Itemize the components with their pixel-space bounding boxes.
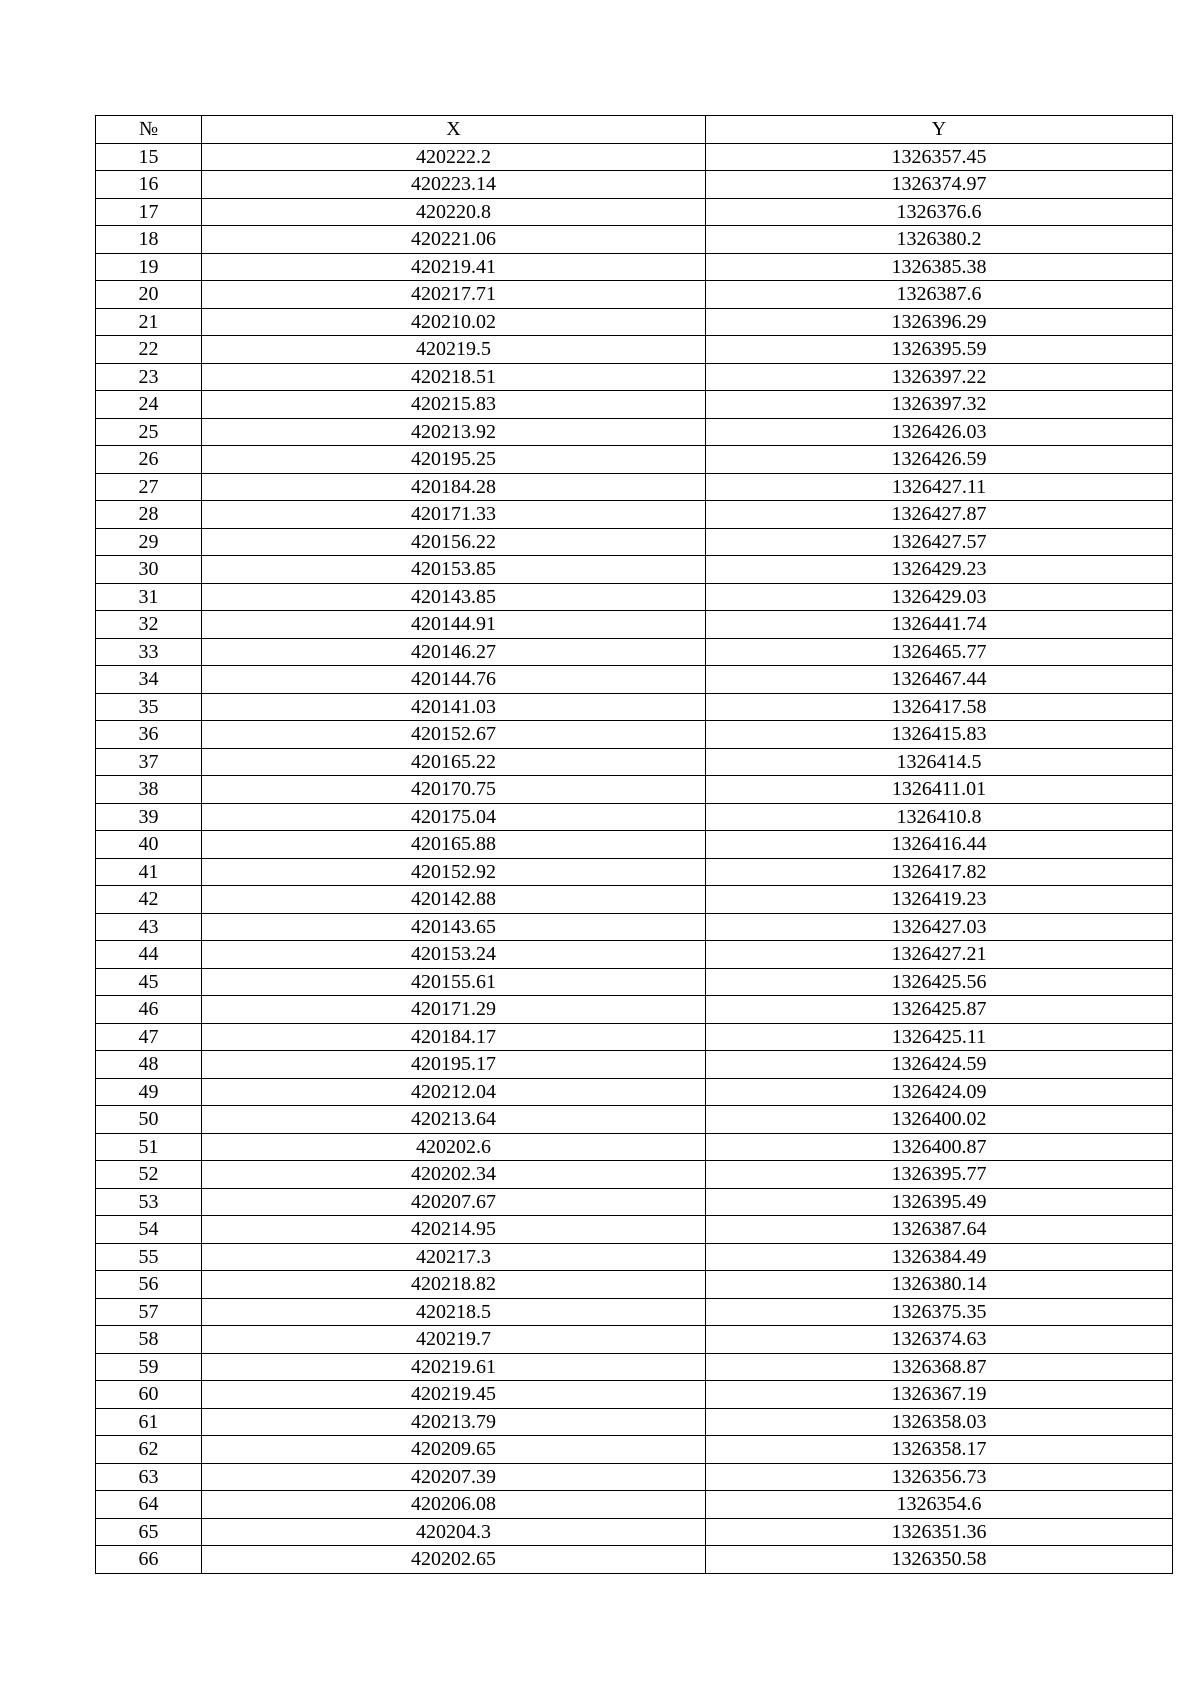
cell-y: 1326441.74 xyxy=(706,611,1173,639)
cell-x: 420184.28 xyxy=(202,473,706,501)
table-row xyxy=(96,418,1173,446)
table-row xyxy=(96,1326,1173,1354)
table-row xyxy=(96,363,1173,391)
cell-number: 15 xyxy=(96,143,202,171)
table-row xyxy=(96,528,1173,556)
cell-y: 1326415.83 xyxy=(706,721,1173,749)
cell-number: 22 xyxy=(96,336,202,364)
cell-y: 1326387.64 xyxy=(706,1216,1173,1244)
cell-number: 47 xyxy=(96,1023,202,1051)
cell-number: 18 xyxy=(96,226,202,254)
cell-x: 420142.88 xyxy=(202,886,706,914)
cell-x: 420195.25 xyxy=(202,446,706,474)
cell-x: 420219.61 xyxy=(202,1353,706,1381)
cell-number: 48 xyxy=(96,1051,202,1079)
cell-y: 1326429.23 xyxy=(706,556,1173,584)
cell-number: 41 xyxy=(96,858,202,886)
cell-number: 62 xyxy=(96,1436,202,1464)
cell-number: 17 xyxy=(96,198,202,226)
table-row xyxy=(96,1051,1173,1079)
header-row xyxy=(96,116,1173,144)
cell-y: 1326351.36 xyxy=(706,1518,1173,1546)
cell-number: 60 xyxy=(96,1381,202,1409)
cell-number: 27 xyxy=(96,473,202,501)
cell-y: 1326417.82 xyxy=(706,858,1173,886)
cell-number: 16 xyxy=(96,171,202,199)
cell-x: 420207.67 xyxy=(202,1188,706,1216)
cell-number: 50 xyxy=(96,1106,202,1134)
cell-y: 1326380.2 xyxy=(706,226,1173,254)
cell-x: 420153.24 xyxy=(202,941,706,969)
cell-number: 20 xyxy=(96,281,202,309)
table-row xyxy=(96,748,1173,776)
cell-x: 420210.02 xyxy=(202,308,706,336)
cell-x: 420209.65 xyxy=(202,1436,706,1464)
cell-y: 1326384.49 xyxy=(706,1243,1173,1271)
cell-y: 1326417.58 xyxy=(706,693,1173,721)
cell-number: 46 xyxy=(96,996,202,1024)
cell-x: 420213.79 xyxy=(202,1408,706,1436)
cell-y: 1326427.11 xyxy=(706,473,1173,501)
table-row xyxy=(96,1408,1173,1436)
cell-number: 45 xyxy=(96,968,202,996)
table-row xyxy=(96,1106,1173,1134)
cell-y: 1326397.32 xyxy=(706,391,1173,419)
table-row xyxy=(96,858,1173,886)
table-row xyxy=(96,1298,1173,1326)
table-row xyxy=(96,556,1173,584)
cell-number: 36 xyxy=(96,721,202,749)
header-x: X xyxy=(202,116,706,144)
table-row xyxy=(96,803,1173,831)
cell-y: 1326416.44 xyxy=(706,831,1173,859)
cell-y: 1326465.77 xyxy=(706,638,1173,666)
cell-number: 30 xyxy=(96,556,202,584)
cell-y: 1326410.8 xyxy=(706,803,1173,831)
cell-x: 420184.17 xyxy=(202,1023,706,1051)
table-row xyxy=(96,1381,1173,1409)
cell-y: 1326424.09 xyxy=(706,1078,1173,1106)
cell-y: 1326396.29 xyxy=(706,308,1173,336)
table-row xyxy=(96,1271,1173,1299)
cell-x: 420170.75 xyxy=(202,776,706,804)
header-number: № xyxy=(96,116,202,144)
cell-y: 1326395.77 xyxy=(706,1161,1173,1189)
cell-y: 1326427.87 xyxy=(706,501,1173,529)
cell-number: 59 xyxy=(96,1353,202,1381)
table-row xyxy=(96,1518,1173,1546)
cell-x: 420219.41 xyxy=(202,253,706,281)
cell-x: 420144.76 xyxy=(202,666,706,694)
cell-number: 44 xyxy=(96,941,202,969)
cell-y: 1326425.11 xyxy=(706,1023,1173,1051)
cell-number: 54 xyxy=(96,1216,202,1244)
table-header xyxy=(96,116,1173,144)
cell-number: 57 xyxy=(96,1298,202,1326)
cell-y: 1326356.73 xyxy=(706,1463,1173,1491)
table-row xyxy=(96,776,1173,804)
table-row xyxy=(96,721,1173,749)
cell-x: 420155.61 xyxy=(202,968,706,996)
cell-y: 1326425.56 xyxy=(706,968,1173,996)
table-row xyxy=(96,1133,1173,1161)
table-row xyxy=(96,143,1173,171)
cell-y: 1326400.02 xyxy=(706,1106,1173,1134)
cell-y: 1326411.01 xyxy=(706,776,1173,804)
cell-y: 1326376.6 xyxy=(706,198,1173,226)
cell-x: 420202.65 xyxy=(202,1546,706,1574)
table-row xyxy=(96,501,1173,529)
cell-number: 29 xyxy=(96,528,202,556)
cell-y: 1326427.21 xyxy=(706,941,1173,969)
table-row xyxy=(96,583,1173,611)
cell-x: 420217.71 xyxy=(202,281,706,309)
cell-number: 61 xyxy=(96,1408,202,1436)
cell-y: 1326367.19 xyxy=(706,1381,1173,1409)
table-row xyxy=(96,446,1173,474)
cell-x: 420143.65 xyxy=(202,913,706,941)
cell-number: 52 xyxy=(96,1161,202,1189)
cell-x: 420171.29 xyxy=(202,996,706,1024)
cell-y: 1326427.57 xyxy=(706,528,1173,556)
table-row xyxy=(96,831,1173,859)
cell-number: 55 xyxy=(96,1243,202,1271)
cell-y: 1326429.03 xyxy=(706,583,1173,611)
cell-x: 420146.27 xyxy=(202,638,706,666)
cell-number: 56 xyxy=(96,1271,202,1299)
cell-x: 420195.17 xyxy=(202,1051,706,1079)
cell-x: 420213.92 xyxy=(202,418,706,446)
cell-x: 420219.5 xyxy=(202,336,706,364)
table-row xyxy=(96,1491,1173,1519)
cell-y: 1326424.59 xyxy=(706,1051,1173,1079)
table-row xyxy=(96,1463,1173,1491)
table-row xyxy=(96,1216,1173,1244)
cell-y: 1326395.49 xyxy=(706,1188,1173,1216)
cell-y: 1326467.44 xyxy=(706,666,1173,694)
table-row xyxy=(96,1353,1173,1381)
cell-y: 1326357.45 xyxy=(706,143,1173,171)
table-row xyxy=(96,1546,1173,1574)
table-row xyxy=(96,941,1173,969)
table-row xyxy=(96,638,1173,666)
table-row xyxy=(96,171,1173,199)
cell-x: 420171.33 xyxy=(202,501,706,529)
cell-y: 1326395.59 xyxy=(706,336,1173,364)
cell-x: 420207.39 xyxy=(202,1463,706,1491)
cell-y: 1326414.5 xyxy=(706,748,1173,776)
cell-number: 49 xyxy=(96,1078,202,1106)
cell-x: 420213.64 xyxy=(202,1106,706,1134)
table-row xyxy=(96,968,1173,996)
cell-x: 420202.34 xyxy=(202,1161,706,1189)
cell-y: 1326358.03 xyxy=(706,1408,1173,1436)
table-row xyxy=(96,693,1173,721)
cell-number: 51 xyxy=(96,1133,202,1161)
cell-x: 420204.3 xyxy=(202,1518,706,1546)
cell-y: 1326387.6 xyxy=(706,281,1173,309)
cell-y: 1326350.58 xyxy=(706,1546,1173,1574)
cell-x: 420220.8 xyxy=(202,198,706,226)
table-row xyxy=(96,1243,1173,1271)
cell-number: 39 xyxy=(96,803,202,831)
cell-number: 21 xyxy=(96,308,202,336)
cell-x: 420165.22 xyxy=(202,748,706,776)
table-row xyxy=(96,391,1173,419)
cell-number: 63 xyxy=(96,1463,202,1491)
cell-number: 19 xyxy=(96,253,202,281)
cell-x: 420219.7 xyxy=(202,1326,706,1354)
cell-y: 1326419.23 xyxy=(706,886,1173,914)
cell-x: 420218.82 xyxy=(202,1271,706,1299)
table-row xyxy=(96,281,1173,309)
cell-x: 420218.51 xyxy=(202,363,706,391)
cell-y: 1326427.03 xyxy=(706,913,1173,941)
table-row xyxy=(96,996,1173,1024)
cell-number: 65 xyxy=(96,1518,202,1546)
cell-x: 420219.45 xyxy=(202,1381,706,1409)
cell-number: 33 xyxy=(96,638,202,666)
table-row xyxy=(96,226,1173,254)
cell-x: 420215.83 xyxy=(202,391,706,419)
cell-y: 1326426.59 xyxy=(706,446,1173,474)
cell-y: 1326397.22 xyxy=(706,363,1173,391)
cell-y: 1326385.38 xyxy=(706,253,1173,281)
table-row xyxy=(96,1023,1173,1051)
cell-number: 58 xyxy=(96,1326,202,1354)
cell-number: 64 xyxy=(96,1491,202,1519)
table-row xyxy=(96,611,1173,639)
cell-x: 420143.85 xyxy=(202,583,706,611)
cell-x: 420218.5 xyxy=(202,1298,706,1326)
cell-number: 35 xyxy=(96,693,202,721)
cell-x: 420141.03 xyxy=(202,693,706,721)
cell-x: 420165.88 xyxy=(202,831,706,859)
cell-x: 420202.6 xyxy=(202,1133,706,1161)
table-row xyxy=(96,886,1173,914)
cell-x: 420221.06 xyxy=(202,226,706,254)
cell-x: 420156.22 xyxy=(202,528,706,556)
table-row xyxy=(96,1188,1173,1216)
cell-x: 420152.67 xyxy=(202,721,706,749)
cell-y: 1326400.87 xyxy=(706,1133,1173,1161)
cell-y: 1326374.97 xyxy=(706,171,1173,199)
cell-x: 420223.14 xyxy=(202,171,706,199)
table-row xyxy=(96,253,1173,281)
cell-y: 1326426.03 xyxy=(706,418,1173,446)
cell-x: 420206.08 xyxy=(202,1491,706,1519)
cell-number: 38 xyxy=(96,776,202,804)
table-row xyxy=(96,1161,1173,1189)
cell-number: 40 xyxy=(96,831,202,859)
cell-y: 1326375.35 xyxy=(706,1298,1173,1326)
cell-number: 37 xyxy=(96,748,202,776)
coordinates-table xyxy=(95,115,1173,1574)
cell-x: 420217.3 xyxy=(202,1243,706,1271)
cell-y: 1326380.14 xyxy=(706,1271,1173,1299)
cell-number: 23 xyxy=(96,363,202,391)
cell-number: 24 xyxy=(96,391,202,419)
table-row xyxy=(96,1078,1173,1106)
cell-number: 43 xyxy=(96,913,202,941)
cell-number: 32 xyxy=(96,611,202,639)
cell-y: 1326368.87 xyxy=(706,1353,1173,1381)
cell-x: 420153.85 xyxy=(202,556,706,584)
cell-number: 25 xyxy=(96,418,202,446)
header-y: Y xyxy=(706,116,1173,144)
cell-number: 26 xyxy=(96,446,202,474)
cell-number: 42 xyxy=(96,886,202,914)
cell-number: 53 xyxy=(96,1188,202,1216)
table-row xyxy=(96,336,1173,364)
cell-y: 1326374.63 xyxy=(706,1326,1173,1354)
cell-y: 1326354.6 xyxy=(706,1491,1173,1519)
table-row xyxy=(96,473,1173,501)
table-body xyxy=(96,143,1173,1573)
table-row xyxy=(96,913,1173,941)
cell-number: 28 xyxy=(96,501,202,529)
cell-x: 420214.95 xyxy=(202,1216,706,1244)
cell-number: 34 xyxy=(96,666,202,694)
cell-y: 1326425.87 xyxy=(706,996,1173,1024)
cell-x: 420175.04 xyxy=(202,803,706,831)
cell-x: 420222.2 xyxy=(202,143,706,171)
cell-x: 420212.04 xyxy=(202,1078,706,1106)
cell-x: 420152.92 xyxy=(202,858,706,886)
cell-number: 66 xyxy=(96,1546,202,1574)
table-row xyxy=(96,198,1173,226)
table-row xyxy=(96,308,1173,336)
table-row xyxy=(96,1436,1173,1464)
cell-y: 1326358.17 xyxy=(706,1436,1173,1464)
cell-number: 31 xyxy=(96,583,202,611)
table-row xyxy=(96,666,1173,694)
cell-x: 420144.91 xyxy=(202,611,706,639)
